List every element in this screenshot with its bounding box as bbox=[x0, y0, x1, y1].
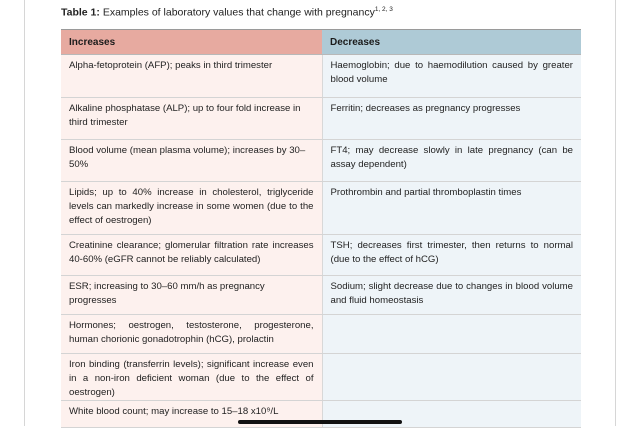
decrease-cell: Prothrombin and partial thromboplastin times bbox=[322, 182, 581, 235]
increase-cell: Hormones; oestrogen, testosterone, progesterone, human chorionic gonadotrophin (hCG), prolactin bbox=[61, 315, 322, 354]
decrease-cell: FT4; may decrease slowly in late pregnancy (can be assay dependent) bbox=[322, 140, 581, 182]
increase-cell: Alkaline phosphatase (ALP); up to four fold increase in third trimester bbox=[61, 98, 322, 140]
decrease-cell: Haemoglobin; due to haemodilution caused by greater blood volume bbox=[322, 55, 581, 98]
increase-cell: Blood volume (mean plasma volume); increases by 30–50% bbox=[61, 140, 322, 182]
decrease-cell: Ferritin; decreases as pregnancy progresses bbox=[322, 98, 581, 140]
decrease-cell bbox=[322, 354, 581, 401]
table-row bbox=[61, 354, 581, 401]
home-indicator-bar[interactable] bbox=[238, 420, 402, 424]
table-row bbox=[61, 276, 581, 315]
increase-cell: White blood count; may increase to 15–18 x10⁹/L bbox=[61, 401, 322, 428]
table-row bbox=[61, 315, 581, 354]
decrease-cell bbox=[322, 315, 581, 354]
decrease-cell: TSH; decreases first trimester, then returns to normal (due to the effect of hCG) bbox=[322, 235, 581, 276]
table-header-row bbox=[61, 30, 581, 55]
table-row bbox=[61, 140, 581, 182]
lab-values-table bbox=[61, 29, 581, 428]
caption-label: Table 1: bbox=[61, 6, 100, 19]
caption-references: 1, 2, 3 bbox=[374, 6, 393, 13]
increase-cell: Iron binding (transferrin levels); significant increase even in a non-iron deficient woman (due to the effect of oestrogen) bbox=[61, 354, 322, 401]
table-row bbox=[61, 98, 581, 140]
increase-cell: Alpha-fetoprotein (AFP); peaks in third trimester bbox=[61, 55, 322, 98]
caption-text: Examples of laboratory values that change with pregnancy bbox=[99, 6, 375, 19]
header-increases: Increases bbox=[61, 30, 322, 55]
table-caption bbox=[61, 6, 393, 19]
decrease-cell: Sodium; slight decrease due to changes in blood volume and fluid homeostasis bbox=[322, 276, 581, 315]
increase-cell: ESR; increasing to 30–60 mm/h as pregnancy progresses bbox=[61, 276, 322, 315]
increase-cell: Lipids; up to 40% increase in cholesterol, triglyceride levels can markedly increase in some women (due to the effect of oestrogen) bbox=[61, 182, 322, 235]
table-row bbox=[61, 235, 581, 276]
table-row bbox=[61, 182, 581, 235]
increase-cell: Creatinine clearance; glomerular filtration rate increases 40-60% (eGFR cannot be reliably calculated) bbox=[61, 235, 322, 276]
table-row bbox=[61, 55, 581, 98]
header-decreases: Decreases bbox=[322, 30, 581, 55]
